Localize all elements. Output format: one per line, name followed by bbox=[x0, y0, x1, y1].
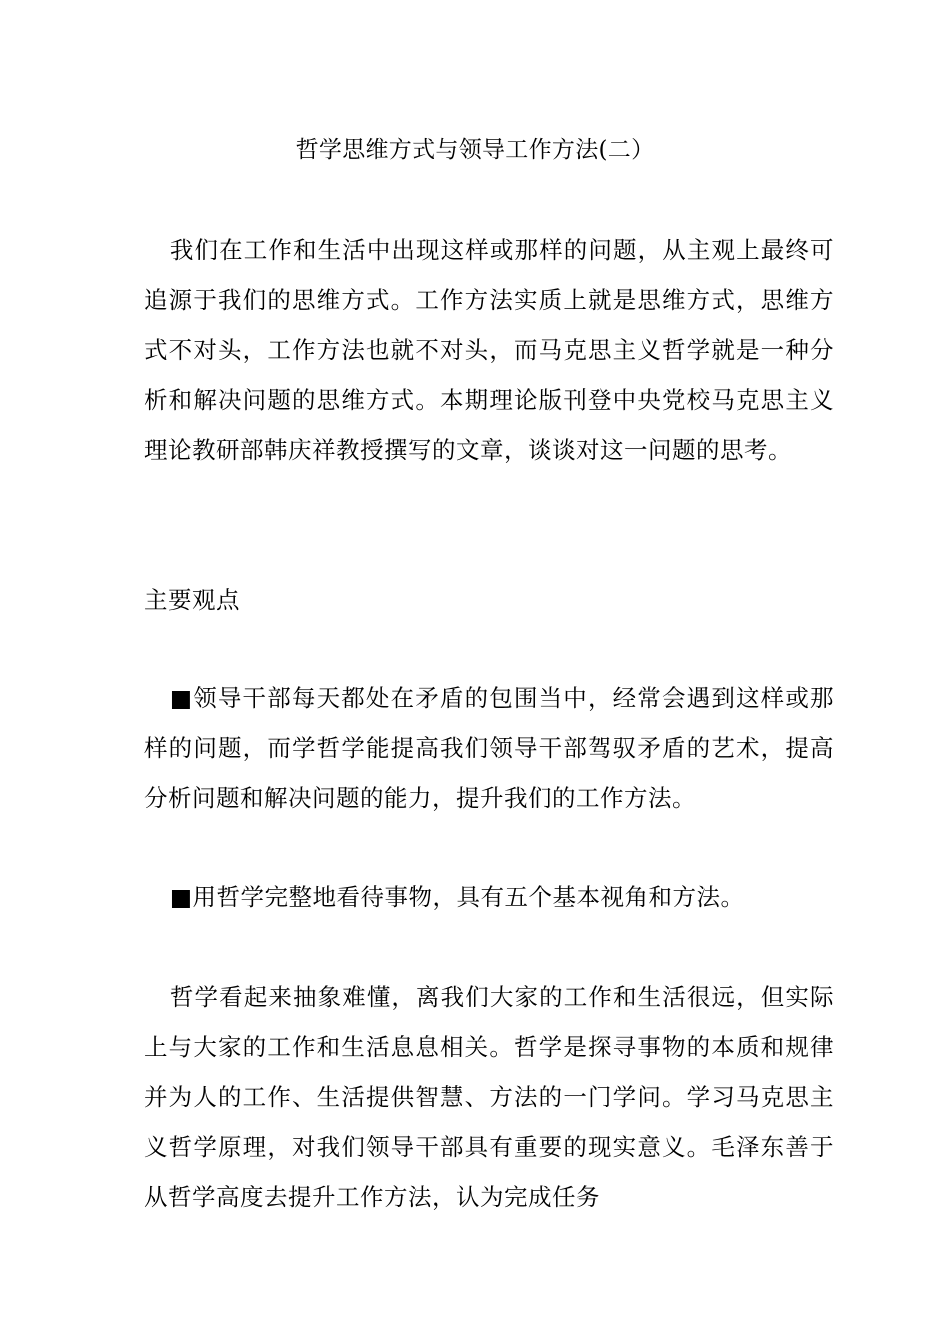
bullet-point-2: ■用哲学完整地看待事物，具有五个基本视角和方法。 bbox=[169, 883, 745, 911]
intro-paragraph: 我们在工作和生活中出现这样或那样的问题，从主观上最终可追源于我们的思维方式。工作方法实质上就是思维方式，思维方式不对头，工作方法也就不对头，而马克思主义哲学就是一种分析和解决问题的思维方式。本期理论版刊登中央党校马克思主义理论教研部韩庆祥教授撰写的文章，谈谈对这一问题的思考。 bbox=[144, 236, 834, 464]
body-paragraph: 哲学看起来抽象难懂，离我们大家的工作和生活很远，但实际上与大家的工作和生活息息相关。哲学是探寻事物的本质和规律并为人的工作、生活提供智慧、方法的一门学问。学习马克思主义哲学原理，对我们领导干部具有重要的现实意义。毛泽东善于从哲学高度去提升工作方法，认为完成任务 bbox=[144, 983, 834, 1211]
document-title: 哲学思维方式与领导工作方法(二） bbox=[295, 137, 655, 163]
bullet-point-1: ■领导干部每天都处在矛盾的包围当中，经常会遇到这样或那样的问题，而学哲学能提高我们领导干部驾驭矛盾的艺术，提高分析问题和解决问题的能力，提升我们的工作方法。 bbox=[144, 684, 834, 812]
section-heading: 主要观点 bbox=[144, 586, 240, 614]
